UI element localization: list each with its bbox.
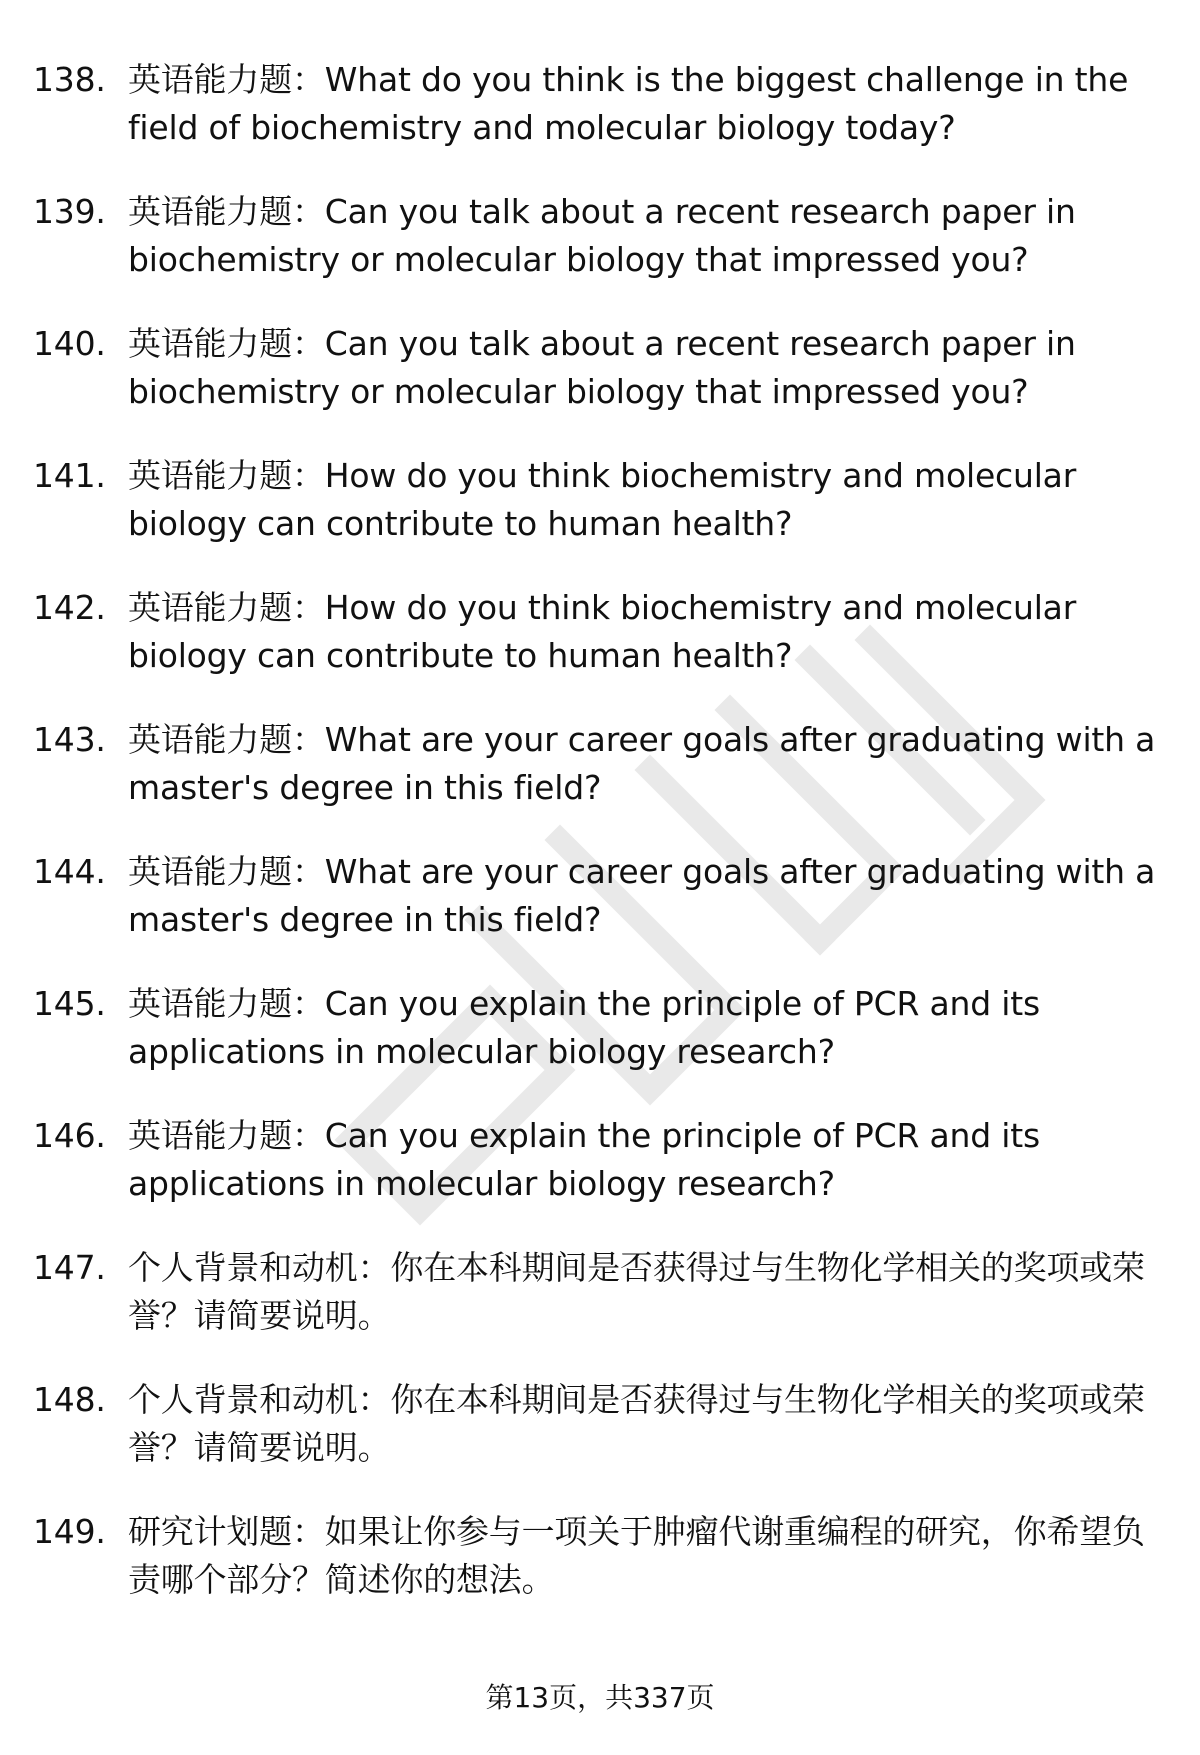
question-number: 145. bbox=[33, 984, 106, 1023]
question-item bbox=[33, 1508, 1163, 1640]
question-text: 英语能力题：Can you talk about a recent research paper in biochemistry or molecular biology that impressed you? bbox=[128, 324, 1076, 411]
question-item bbox=[33, 980, 1163, 1112]
question-text: 英语能力题：How do you think biochemistry and molecular biology can contribute to human health? bbox=[128, 588, 1077, 675]
question-item bbox=[33, 188, 1163, 320]
question-number: 144. bbox=[33, 852, 106, 891]
question-text: 英语能力题：Can you talk about a recent research paper in biochemistry or molecular biology that impressed you? bbox=[128, 192, 1076, 279]
question-item bbox=[33, 1376, 1163, 1508]
question-text: 英语能力题：Can you explain the principle of PCR and its applications in molecular biology research? bbox=[128, 1116, 1040, 1203]
question-text: 英语能力题：What do you think is the biggest challenge in the field of biochemistry and molecular biology today? bbox=[128, 60, 1129, 147]
question-text: 英语能力题：How do you think biochemistry and molecular biology can contribute to human health? bbox=[128, 456, 1077, 543]
question-text: 英语能力题：Can you explain the principle of PCR and its applications in molecular biology research? bbox=[128, 984, 1040, 1071]
question-item bbox=[33, 56, 1163, 188]
question-item bbox=[33, 848, 1163, 980]
question-number: 140. bbox=[33, 324, 106, 363]
question-number: 139. bbox=[33, 192, 106, 231]
question-item bbox=[33, 320, 1163, 452]
question-text: 研究计划题：如果让你参与一项关于肿瘤代谢重编程的研究，你希望负责哪个部分？简述你的想法。 bbox=[128, 1512, 1145, 1599]
question-number: 141. bbox=[33, 456, 106, 495]
question-list bbox=[33, 56, 1163, 1640]
question-text: 个人背景和动机：你在本科期间是否获得过与生物化学相关的奖项或荣誉？请简要说明。 bbox=[128, 1380, 1145, 1467]
question-number: 148. bbox=[33, 1380, 106, 1419]
question-number: 147. bbox=[33, 1248, 106, 1287]
question-text: 英语能力题：What are your career goals after graduating with a master's degree in this field? bbox=[128, 720, 1156, 807]
question-item bbox=[33, 716, 1163, 848]
question-number: 142. bbox=[33, 588, 106, 627]
question-number: 138. bbox=[33, 60, 106, 99]
page-footer: 第13页，共337页 bbox=[485, 1681, 715, 1714]
question-number: 143. bbox=[33, 720, 106, 759]
question-number: 146. bbox=[33, 1116, 106, 1155]
question-text: 英语能力题：What are your career goals after graduating with a master's degree in this field? bbox=[128, 852, 1156, 939]
question-item bbox=[33, 584, 1163, 716]
question-item bbox=[33, 452, 1163, 584]
question-text: 个人背景和动机：你在本科期间是否获得过与生物化学相关的奖项或荣誉？请简要说明。 bbox=[128, 1248, 1145, 1335]
question-item bbox=[33, 1112, 1163, 1244]
question-number: 149. bbox=[33, 1512, 106, 1551]
question-item bbox=[33, 1244, 1163, 1376]
